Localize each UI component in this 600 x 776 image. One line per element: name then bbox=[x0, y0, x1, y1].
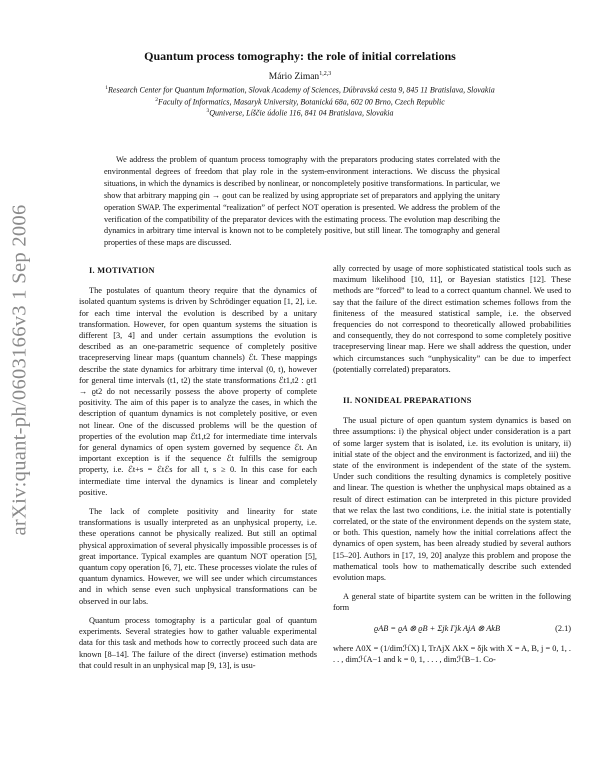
paragraph: The usual picture of open quantum system dynamics is based on three assumptions: i) the physical object under consideration is a part of some larger system that is isolated, i.e. its evolution is unitary, ii) initial state of the object and the environment is factorized, and iii) the state of the environment is independent of the state of the system. Under such conditions the resulting dynamics is completely positive and linear. The question is whether the unphysical maps obtained as a result of direct estimation can be interpreted in this picture provided that we relax the last two conditions, i.e. the initial state is potentially correlated, or the state of the environment depends on the system state, or both. This question, namely how the initial correlations affect the dynamics of open system, has been already studied by several authors [15–20]. Authors in [17, 19, 20] analyze this problem and propose the mathematical tools how to mathematically describe such extended evolution maps. bbox=[333, 416, 571, 583]
left-column bbox=[79, 265, 317, 671]
paper-title: Quantum process tomography: the role of initial correlations bbox=[144, 49, 456, 63]
author-superscript: 1,2,3 bbox=[319, 71, 332, 77]
paragraph: The lack of complete positivity and linearity for state transformations is usually interpreted as an unphysical property, i.e. these operations cannot be physically realized. But still an optimal physical approximation of several physically impossible processes is of great importance. Typical examples are quantum NOT operation [5], quantum copy operation [6, 7], etc. These processes violate the rules of quantum dynamics. However, we will see under which circumstances and in which sense even such unphysical transformations can be observed in our labs. bbox=[79, 507, 317, 606]
paragraph: A general state of bipartite system can be written in the following form bbox=[333, 592, 571, 613]
paragraph: The postulates of quantum theory require that the dynamics of isolated quantum systems is driven by Schrödinger equation [1, 2], i.e. for each time interval the evolution is described by a unitary transformation. However, for open quantum systems the situation is different [3, 4] and under certain assumptions the evolution is described as an one-parametric sequence of completely positive tracepreserving linear maps (quantum channels) ℰt. These mappings describe the state dynamics for arbitrary time interval (0, t), however for general time intervals (t1, t2) the state transformations ℰt1,t2 : ϱt1 → ϱt2 do not necessarily possess the above property of complete positivity. The aim of this paper is to analyze the cases, in which the description of quantum dynamics is not completely positive, or even not linear. One of the discussed problems will be the question of properties of the evolution map ℰt1,t2 for intermediate time intervals for general dynamics of open system governed by sequence ℰt. An important exception is if the sequence ℰt fulfills the semigroup property, i.e. ℰt+s = ℰtℰs for all t, s ≥ 0. In this case for each intermediate time interval the dynamics is linear and completely positive. bbox=[79, 286, 317, 497]
paragraph: where Λ0X = (1/dimℋX) I, TrΛjX ΛkX = δjk with X = A, B, j = 0, 1, . . . , dimℋA−1 and k = 0, 1, . . . , dimℋB−1. Co- bbox=[333, 643, 571, 665]
affiliation-2: $^2$Faculty of Informatics, Masaryk University, Botanická 68a, 602 00 Brno, Czech Republic bbox=[155, 97, 445, 107]
paragraph-continuation: ally corrected by usage of more sophisticated statistical tools such as maximum likelihood [10, 11], or Bayesian statistics [12]. These methods are “forced” to lead to a correct quantum channel. We used to say that the failure of the direct estimation schemes follows from the finiteness of the measured statistical sample, i.e. the observed frequencies do not correspond to theoretically allowed probabilities and consequently, they do not correspond to some completely positive tracepreserving linear map. Here we shall address the question, under which circumstances such “unphysicality” can be due to imperfect (potentially correlated) preparators. bbox=[333, 264, 571, 374]
affiliation-1: $^1$Research Center for Quantum Information, Slovak Academy of Sciences, Dúbravská cesta 9, 845 11 Bratislava, Slovakia bbox=[105, 85, 495, 95]
equation-formula: ϱAB = ϱA ⊗ ϱB + Σjk Γjk AjA ⊗ AkB bbox=[373, 623, 501, 633]
paragraph: Quantum process tomography is a particular goal of quantum experiments. Several strategies how to gather valuable experimental data for this task and methods how to correctly proceed such data are known [8–14]. The failure of the direct (inverse) estimation methods that could result in an unphysical map [9, 13], is usu- bbox=[79, 615, 317, 670]
author-line bbox=[60, 71, 540, 82]
equation-2-1 bbox=[333, 623, 571, 634]
section-heading-motivation: I. MOTIVATION bbox=[89, 266, 155, 275]
arxiv-identifier: arXiv:quant-ph/0603166v3 1 Sep 2006 bbox=[8, 204, 31, 536]
affiliation-3: $^3$Quniverse, Líščie údolie 116, 841 04 Bratislava, Slovakia bbox=[206, 108, 394, 118]
equation-number: (2.1) bbox=[555, 623, 571, 633]
abstract: We address the problem of quantum process tomography with the preparators producing states correlated with the environmental degrees of freedom that play role in the system-environment interactions. We discuss the physical situations, in which the dynamics is described by nonlinear, or noncompletely positive transformations. In particular, we show that arbitrary mapping ϱin → ϱout can be realized by using appropriate set of preparators and applying the unitary operation SWAP. The experimental “realization” of perfect NOT operation is presented. We address the problem of the verification of the compatibility of the preparator devices with the estimating process. The evolution map describing the dynamics in arbitrary time interval is known not to be completely positive, but still linear. The tomography and general properties of these maps are discussed. bbox=[104, 155, 500, 248]
section-heading-nonideal-preparations: II. NONIDEAL PREPARATIONS bbox=[343, 396, 472, 406]
arxiv-sidebar-stamp bbox=[6, 190, 34, 550]
author-name: Mário Ziman bbox=[268, 72, 320, 83]
right-column bbox=[333, 263, 571, 665]
